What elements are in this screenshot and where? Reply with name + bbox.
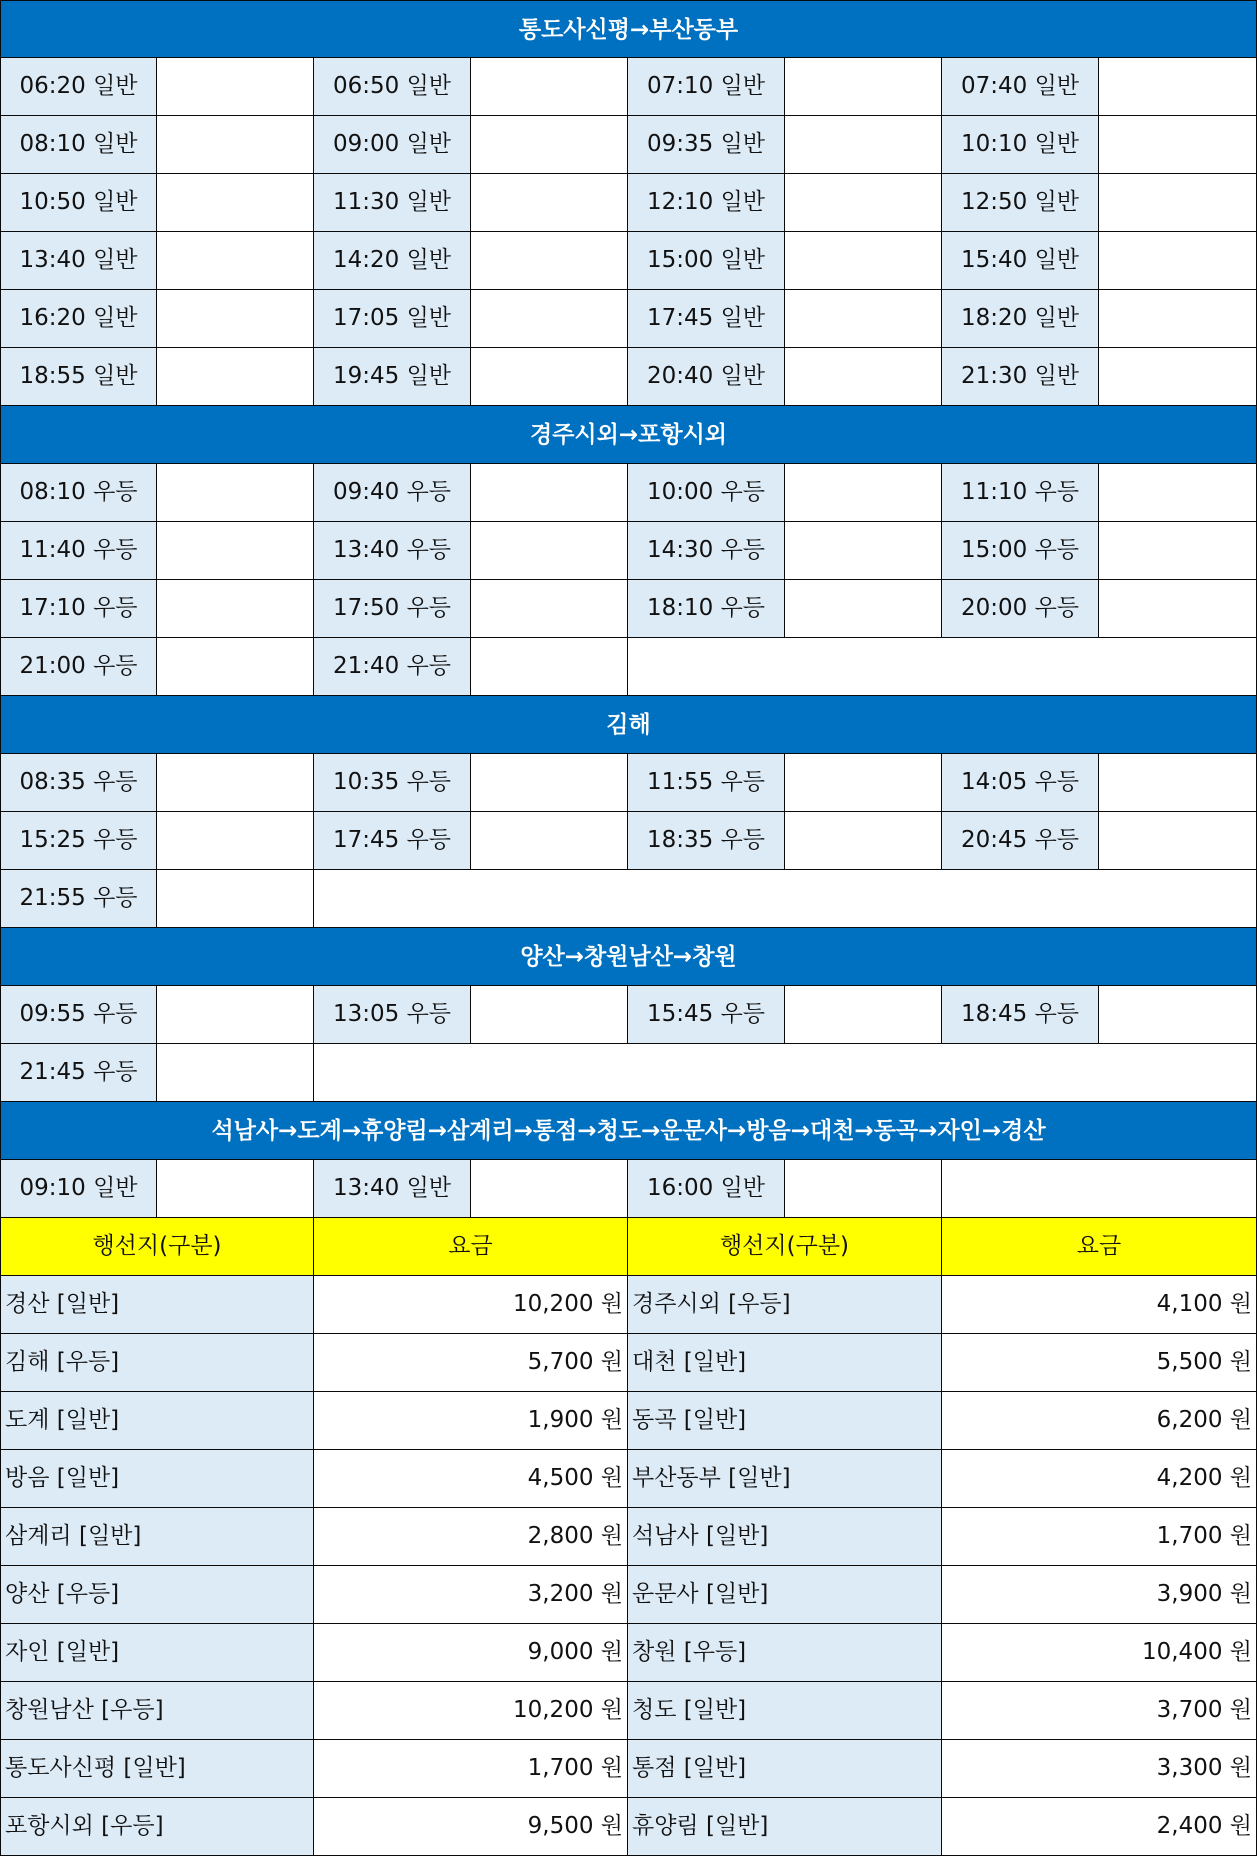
departure-row — [0, 870, 1257, 928]
departure-blank — [785, 986, 942, 1044]
departure-blank — [1099, 812, 1257, 870]
fare-header-destination: 행선지(구분) — [628, 1218, 942, 1276]
departure-blank — [471, 986, 628, 1044]
departure-time: 10:00 우등 — [628, 464, 785, 522]
fare-amount: 6,200 원 — [942, 1392, 1257, 1450]
departure-time: 08:10 일반 — [0, 116, 157, 174]
departure-blank — [157, 870, 314, 928]
departure-time: 15:40 일반 — [942, 232, 1099, 290]
departure-time: 06:50 일반 — [314, 58, 471, 116]
fare-destination: 김해 [우등] — [0, 1334, 314, 1392]
departure-time: 17:50 우등 — [314, 580, 471, 638]
fare-row — [0, 1798, 1257, 1856]
departure-blank — [1099, 986, 1257, 1044]
departure-row — [0, 232, 1257, 290]
departure-row — [0, 522, 1257, 580]
fare-destination: 통점 [일반] — [628, 1740, 942, 1798]
fare-destination: 양산 [우등] — [0, 1566, 314, 1624]
departure-blank — [471, 580, 628, 638]
departure-blank — [471, 754, 628, 812]
departure-blank — [471, 174, 628, 232]
departure-blank — [785, 522, 942, 580]
departure-row — [0, 1160, 1257, 1218]
departure-time: 09:10 일반 — [0, 1160, 157, 1218]
fare-amount: 1,700 원 — [314, 1740, 628, 1798]
departure-time: 18:45 우등 — [942, 986, 1099, 1044]
departure-time: 08:35 우등 — [0, 754, 157, 812]
departure-blank — [471, 638, 628, 696]
departure-blank — [157, 1044, 314, 1102]
departure-row — [0, 580, 1257, 638]
departure-blank — [471, 1160, 628, 1218]
fare-amount: 4,500 원 — [314, 1450, 628, 1508]
departure-blank — [1099, 754, 1257, 812]
departure-time: 07:10 일반 — [628, 58, 785, 116]
departure-time: 15:00 우등 — [942, 522, 1099, 580]
departure-time: 11:10 우등 — [942, 464, 1099, 522]
departure-time: 11:55 우등 — [628, 754, 785, 812]
fare-destination: 포항시외 [우등] — [0, 1798, 314, 1856]
departure-row — [0, 174, 1257, 232]
fare-destination: 휴양림 [일반] — [628, 1798, 942, 1856]
departure-time: 18:55 일반 — [0, 348, 157, 406]
departure-blank — [1099, 232, 1257, 290]
departure-blank — [157, 232, 314, 290]
departure-time: 11:30 일반 — [314, 174, 471, 232]
fare-amount: 1,700 원 — [942, 1508, 1257, 1566]
fare-header-destination: 행선지(구분) — [0, 1218, 314, 1276]
departure-blank — [157, 464, 314, 522]
departure-blank — [471, 464, 628, 522]
departure-row — [0, 638, 1257, 696]
departure-time: 12:10 일반 — [628, 174, 785, 232]
departure-blank — [157, 290, 314, 348]
fare-row — [0, 1682, 1257, 1740]
fare-row — [0, 1334, 1257, 1392]
fare-row — [0, 1508, 1257, 1566]
fare-amount: 4,100 원 — [942, 1276, 1257, 1334]
fare-amount: 4,200 원 — [942, 1450, 1257, 1508]
departure-blank — [785, 116, 942, 174]
fare-amount: 9,500 원 — [314, 1798, 628, 1856]
departure-blank — [157, 580, 314, 638]
departure-blank — [157, 348, 314, 406]
route-header: 양산→창원남산→창원 — [0, 928, 1257, 986]
route-header: 경주시외→포항시외 — [0, 406, 1257, 464]
departure-blank — [157, 116, 314, 174]
departure-blank — [1099, 290, 1257, 348]
fare-amount: 10,400 원 — [942, 1624, 1257, 1682]
departure-row — [0, 986, 1257, 1044]
fare-row — [0, 1276, 1257, 1334]
empty-filler — [942, 1160, 1257, 1218]
fare-destination: 창원 [우등] — [628, 1624, 942, 1682]
departure-blank — [785, 812, 942, 870]
fare-destination: 도계 [일반] — [0, 1392, 314, 1450]
fare-amount: 5,500 원 — [942, 1334, 1257, 1392]
departure-blank — [1099, 174, 1257, 232]
departure-blank — [1099, 464, 1257, 522]
fare-destination: 운문사 [일반] — [628, 1566, 942, 1624]
departure-row — [0, 464, 1257, 522]
departure-time: 13:05 우등 — [314, 986, 471, 1044]
departure-time: 17:45 우등 — [314, 812, 471, 870]
departure-row — [0, 1044, 1257, 1102]
departure-time: 09:55 우등 — [0, 986, 157, 1044]
fare-amount: 5,700 원 — [314, 1334, 628, 1392]
departure-time: 15:00 일반 — [628, 232, 785, 290]
fare-amount: 10,200 원 — [314, 1276, 628, 1334]
fare-destination: 통도사신평 [일반] — [0, 1740, 314, 1798]
departure-blank — [157, 638, 314, 696]
departure-time: 17:10 우등 — [0, 580, 157, 638]
fare-destination: 대천 [일반] — [628, 1334, 942, 1392]
departure-blank — [785, 348, 942, 406]
departure-row — [0, 290, 1257, 348]
fare-amount: 9,000 원 — [314, 1624, 628, 1682]
departure-time: 16:20 일반 — [0, 290, 157, 348]
fare-destination: 경산 [일반] — [0, 1276, 314, 1334]
departure-time: 10:10 일반 — [942, 116, 1099, 174]
departure-blank — [471, 290, 628, 348]
departure-time: 14:05 우등 — [942, 754, 1099, 812]
departure-time: 09:00 일반 — [314, 116, 471, 174]
departure-time: 13:40 일반 — [0, 232, 157, 290]
fare-row — [0, 1740, 1257, 1798]
departure-time: 20:00 우등 — [942, 580, 1099, 638]
departure-time: 21:30 일반 — [942, 348, 1099, 406]
departure-blank — [471, 522, 628, 580]
fare-amount: 1,900 원 — [314, 1392, 628, 1450]
departure-blank — [785, 290, 942, 348]
fare-row — [0, 1450, 1257, 1508]
departure-time: 21:00 우등 — [0, 638, 157, 696]
departure-time: 09:40 우등 — [314, 464, 471, 522]
empty-filler — [628, 638, 1257, 696]
route-header: 김해 — [0, 696, 1257, 754]
departure-time: 14:30 우등 — [628, 522, 785, 580]
fare-amount: 2,800 원 — [314, 1508, 628, 1566]
departure-time: 11:40 우등 — [0, 522, 157, 580]
departure-time: 17:45 일반 — [628, 290, 785, 348]
departure-time: 10:50 일반 — [0, 174, 157, 232]
fare-destination: 자인 [일반] — [0, 1624, 314, 1682]
departure-blank — [157, 1160, 314, 1218]
departure-row — [0, 348, 1257, 406]
departure-time: 18:10 우등 — [628, 580, 785, 638]
departure-blank — [157, 522, 314, 580]
departure-row — [0, 812, 1257, 870]
departure-time: 21:45 우등 — [0, 1044, 157, 1102]
departure-time: 12:50 일반 — [942, 174, 1099, 232]
departure-blank — [471, 348, 628, 406]
empty-filler — [314, 1044, 1257, 1102]
departure-blank — [157, 174, 314, 232]
fare-amount: 3,300 원 — [942, 1740, 1257, 1798]
departure-blank — [785, 464, 942, 522]
departure-time: 18:20 일반 — [942, 290, 1099, 348]
fare-destination: 동곡 [일반] — [628, 1392, 942, 1450]
departure-time: 18:35 우등 — [628, 812, 785, 870]
fare-row — [0, 1392, 1257, 1450]
departure-blank — [785, 58, 942, 116]
departure-blank — [471, 58, 628, 116]
fare-header-fare: 요금 — [314, 1218, 628, 1276]
fare-destination: 경주시외 [우등] — [628, 1276, 942, 1334]
departure-blank — [157, 812, 314, 870]
fare-destination: 석남사 [일반] — [628, 1508, 942, 1566]
departure-time: 19:45 일반 — [314, 348, 471, 406]
route-header: 석남사→도계→휴양림→삼계리→통점→청도→운문사→방음→대천→동곡→자인→경산 — [0, 1102, 1257, 1160]
departure-blank — [1099, 58, 1257, 116]
route-header: 통도사신평→부산동부 — [0, 0, 1257, 58]
fare-amount: 3,900 원 — [942, 1566, 1257, 1624]
departure-blank — [471, 812, 628, 870]
departure-row — [0, 58, 1257, 116]
departure-time: 20:45 우등 — [942, 812, 1099, 870]
departure-time: 15:45 우등 — [628, 986, 785, 1044]
departure-blank — [1099, 580, 1257, 638]
fare-destination: 삼계리 [일반] — [0, 1508, 314, 1566]
departure-time: 09:35 일반 — [628, 116, 785, 174]
departure-blank — [1099, 348, 1257, 406]
departure-blank — [785, 580, 942, 638]
fare-destination: 청도 [일반] — [628, 1682, 942, 1740]
departure-time: 07:40 일반 — [942, 58, 1099, 116]
fare-row — [0, 1566, 1257, 1624]
departure-blank — [785, 232, 942, 290]
departure-time: 06:20 일반 — [0, 58, 157, 116]
fare-destination: 창원남산 [우등] — [0, 1682, 314, 1740]
departure-blank — [471, 116, 628, 174]
departure-time: 17:05 일반 — [314, 290, 471, 348]
departure-blank — [1099, 522, 1257, 580]
departure-blank — [785, 1160, 942, 1218]
fare-destination: 방음 [일반] — [0, 1450, 314, 1508]
departure-time: 13:40 우등 — [314, 522, 471, 580]
departure-blank — [785, 754, 942, 812]
departure-blank — [785, 174, 942, 232]
departure-row — [0, 754, 1257, 812]
departure-time: 08:10 우등 — [0, 464, 157, 522]
fare-amount: 2,400 원 — [942, 1798, 1257, 1856]
departure-time: 21:55 우등 — [0, 870, 157, 928]
fare-header-row — [0, 1218, 1257, 1276]
departure-time: 13:40 일반 — [314, 1160, 471, 1218]
departure-blank — [157, 754, 314, 812]
departure-blank — [157, 986, 314, 1044]
fare-amount: 10,200 원 — [314, 1682, 628, 1740]
fare-header-fare: 요금 — [942, 1218, 1257, 1276]
departure-time: 16:00 일반 — [628, 1160, 785, 1218]
departure-time: 20:40 일반 — [628, 348, 785, 406]
departure-time: 10:35 우등 — [314, 754, 471, 812]
departure-row — [0, 116, 1257, 174]
departure-blank — [1099, 116, 1257, 174]
fare-amount: 3,700 원 — [942, 1682, 1257, 1740]
departure-blank — [471, 232, 628, 290]
fare-amount: 3,200 원 — [314, 1566, 628, 1624]
departure-time: 15:25 우등 — [0, 812, 157, 870]
departure-blank — [157, 58, 314, 116]
departure-time: 14:20 일반 — [314, 232, 471, 290]
empty-filler — [314, 870, 1257, 928]
departure-time: 21:40 우등 — [314, 638, 471, 696]
fare-row — [0, 1624, 1257, 1682]
fare-destination: 부산동부 [일반] — [628, 1450, 942, 1508]
